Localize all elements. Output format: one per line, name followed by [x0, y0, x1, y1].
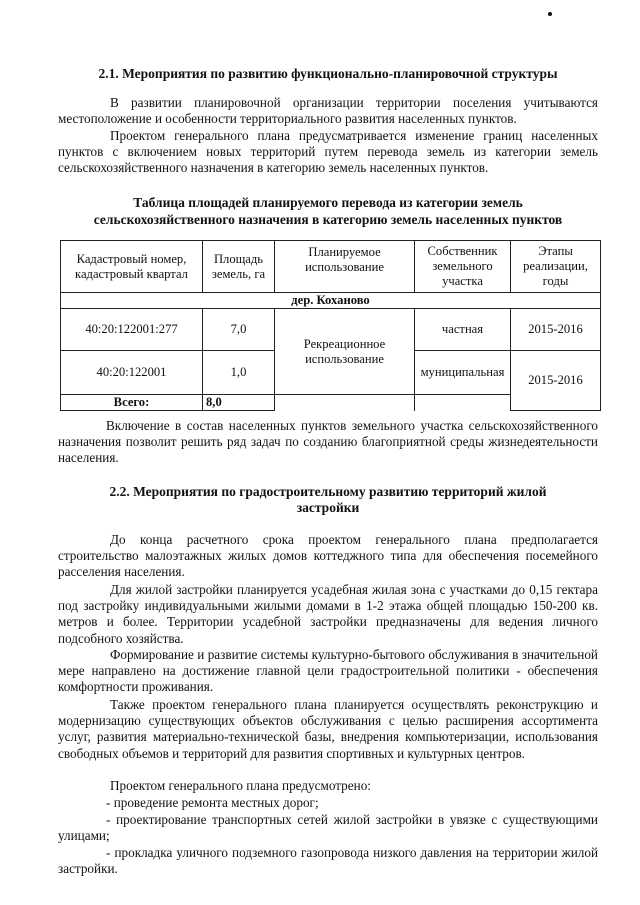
total-label: Всего:	[61, 395, 203, 411]
table-group-row	[61, 293, 601, 309]
section-2-2-paragraph-1: До конца расчетного срока проектом генерального плана предполагается строительство малоэтажных жилых домов коттеджного типа для обеспечения посемейного расселения населения.	[58, 532, 598, 580]
cell-owner: муниципальная	[415, 351, 511, 395]
page-dot-mark	[548, 12, 552, 16]
section-2-2-paragraph-3: Формирование и развитие системы культурно-бытового обслуживания в значительной мере направлено на достижение главной цели градостроительной политики - обеспечения комфортности проживания.	[58, 647, 598, 695]
after-table-paragraph: Включение в состав населенных пунктов земельного участка сельскохозяйственного назначения позволит решить ряд задач по созданию благоприятной среды жизнедеятельности населения.	[58, 418, 598, 466]
table-title-line-1: Таблица площадей планируемого перевода из категории земель	[133, 195, 523, 210]
section-2-2-heading-line-2: застройки	[296, 500, 360, 515]
table-header-row	[61, 241, 601, 293]
header-cadastral: Кадастровый номер, кадастровый квартал	[61, 241, 203, 293]
table-title	[58, 194, 598, 228]
header-area: Площадь земель, га	[203, 241, 275, 293]
header-use: Планируемое использование	[275, 241, 415, 293]
table-title-line-2: сельскохозяйственного назначения в категорию земель населенных пунктов	[93, 212, 563, 227]
cell-area: 7,0	[203, 309, 275, 351]
list-item: - проектирование транспортных сетей жилой застройки в увязке с существующими улицами;	[58, 812, 598, 844]
section-2-1-paragraph-2: Проектом генерального плана предусматривается изменение границ населенных пунктов с включением новых территорий путем перевода земель из категории земель сельскохозяйственного назначения в категорию земель населенных пунктов.	[58, 128, 598, 176]
table-row	[61, 309, 601, 351]
section-2-2-paragraph-5: Проектом генерального плана предусмотрено:	[110, 778, 371, 793]
cell-stages: 2015-2016	[511, 309, 601, 351]
section-2-1-paragraph-1: В развитии планировочной организации территории поселения учитываются местоположение и особенности территориального развития населенных пунктов.	[58, 95, 598, 127]
section-2-2-paragraph-2: Для жилой застройки планируется усадебная жилая зона с участками до 0,15 гектара под застройку индивидуальными жилыми домами в 1-2 этажа общей площадью 150-200 кв. метров и более. Территории усадебной застройки предназначены для ведения личного подсобного хозяйства.	[58, 582, 598, 646]
cell-area: 1,0	[203, 351, 275, 395]
group-settlement-name: дер. Коханово	[61, 293, 601, 309]
header-owner: Собственник земельного участка	[415, 241, 511, 293]
list-item: - проведение ремонта местных дорог;	[106, 795, 319, 810]
cell-cadastral: 40:20:122001:277	[61, 309, 203, 351]
section-2-2-heading	[58, 484, 598, 516]
header-stages: Этапы реализации, годы	[511, 241, 601, 293]
cell-use-merged: Рекреационное использование	[275, 309, 415, 395]
cell-stages: 2015-2016	[511, 351, 601, 411]
cell-cadastral: 40:20:122001	[61, 351, 203, 395]
section-2-2-paragraph-4: Также проектом генерального плана планируется осуществлять реконструкцию и модернизацию существующих объектов обслуживания с целью расширения ассортимента услуг, развития материально-технической базы, внедрения компьютеризации, использования свободных объемов и территорий для развития спортивных и культурных центров.	[58, 697, 598, 761]
cell-owner: частная	[415, 309, 511, 351]
section-2-1-heading: 2.1. Мероприятия по развитию функционально-планировочной структуры	[98, 66, 558, 81]
total-value: 8,0	[203, 395, 275, 411]
land-transfer-table	[60, 240, 601, 411]
list-item: - прокладка уличного подземного газопровода низкого давления на территории жилой застройки.	[58, 845, 598, 877]
section-2-2-heading-line-1: 2.2. Мероприятия по градостроительному развитию территорий жилой	[109, 484, 547, 499]
